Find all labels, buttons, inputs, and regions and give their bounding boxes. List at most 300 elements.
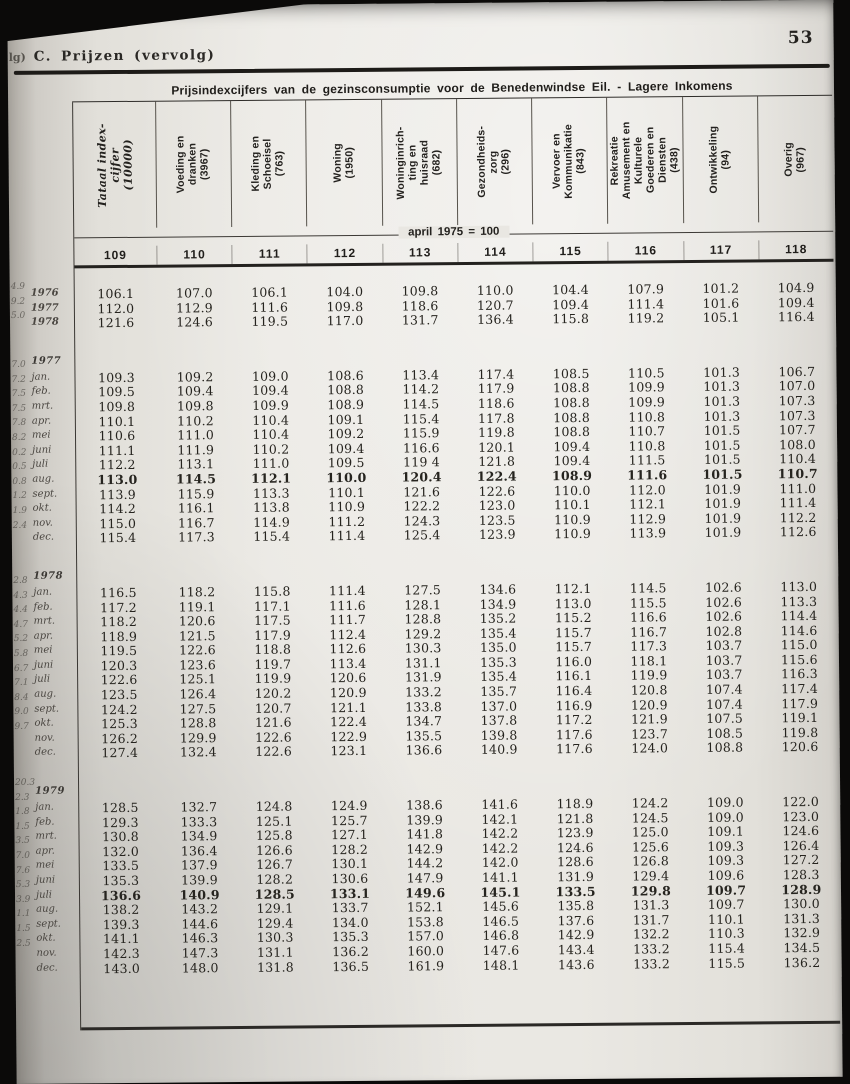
data-cell: 134.7 [386,713,461,729]
data-cell: 141.1 [80,931,162,947]
year-block [75,349,836,546]
data-cell: 115.4 [383,411,458,427]
row-label: jan. [31,370,71,385]
column-code: 113 [382,243,457,263]
column-code: 117 [683,240,758,260]
data-cell: 139.9 [387,812,462,828]
data-cell: 128.2 [312,842,387,858]
year-block [79,779,840,976]
data-cell: 119.9 [611,668,686,684]
data-cell: 126.4 [160,686,235,702]
data-cell: 142.0 [463,855,538,871]
data-cell: 131.1 [386,655,461,671]
data-cell: 129.9 [161,730,236,746]
data-cell: 109.2 [157,369,232,385]
data-cell: 109.7 [689,897,764,913]
data-cell: 122.4 [459,468,534,484]
data-cell: 122.6 [160,642,235,658]
data-cell: 119.5 [232,314,307,330]
data-cell: 110.1 [689,911,764,927]
data-cell: 120.4 [384,469,459,485]
data-cell: 137.8 [461,713,536,729]
data-cell: 101.9 [685,510,760,526]
edge-fragment: 5.2 [14,632,40,647]
data-cell: 131.3 [764,911,839,927]
row-label: jan. [35,800,75,815]
data-cell: 118.6 [459,395,534,411]
data-cell: 112.1 [234,470,309,486]
data-cell: 109.3 [688,853,763,869]
data-cell: 126.4 [763,838,838,854]
data-cell: 110.8 [609,438,684,454]
data-cell: 121.8 [537,810,612,826]
data-cell: 110.2 [233,441,308,457]
edge-fragment: 2.3 [15,790,41,805]
data-cell: 115.4 [234,529,309,545]
data-cell: 111.6 [232,299,307,315]
data-cell: 124.5 [613,810,688,826]
data-cell: 101.5 [685,452,760,468]
data-cell: 106.1 [232,284,307,300]
data-cell: 111.4 [310,583,385,599]
edge-fragment: 8.4 [14,690,40,705]
data-cell: 133.5 [538,883,613,899]
data-cell: 120.9 [311,685,386,701]
data-cell: 104.9 [758,280,833,296]
data-cell: 136.5 [313,958,388,974]
data-cell: 101.9 [685,481,760,497]
table-frame [72,96,840,1030]
data-cell: 112.0 [75,300,157,316]
data-cell: 123.9 [538,825,613,841]
data-cell: 125.4 [384,527,459,543]
data-cell: 143.2 [162,901,237,917]
data-cell: 117.5 [235,612,310,628]
data-cell: 111.6 [310,597,385,613]
column-code: 110 [156,245,231,265]
data-cell: 130.8 [79,829,161,845]
row-label: juni [32,443,72,458]
data-cell: 141.6 [462,796,537,812]
data-cell: 128.3 [764,867,839,883]
price-index-table [72,74,840,1030]
section-rule [14,64,830,75]
data-cell: 108.8 [534,409,609,425]
data-cell: 115.8 [235,583,310,599]
data-cell: 116.5 [77,585,159,601]
data-cell: 117.6 [537,741,612,757]
data-cell: 134.9 [460,596,535,612]
row-label: juni [34,658,74,673]
data-cell: 106.1 [75,286,157,302]
data-cell: 123.6 [160,657,235,673]
edge-fragment: 9.0 [14,705,40,720]
data-cell: 122.0 [763,794,838,810]
column-code: 116 [608,241,683,261]
data-cell: 101.9 [685,496,760,512]
data-cell: 147.9 [387,870,462,886]
data-cell: 119.2 [608,310,683,326]
data-cell: 148.1 [463,957,538,973]
data-cell: 109.4 [158,383,233,399]
data-cell: 115.9 [384,425,459,441]
data-cell: 137.9 [162,857,237,873]
scanned-page [7,0,842,1084]
data-cell: 111.0 [760,480,835,496]
section-title: C. Prijzen (vervolg) [34,47,216,65]
data-cell: 127.4 [79,745,161,761]
column-header [456,98,532,225]
data-cell: 114.4 [761,608,836,624]
data-cell: 125.7 [312,812,387,828]
data-cell: 122.6 [78,672,160,688]
column-header-label: Woning (1950) [332,143,356,183]
edge-fragment: 6.7 [14,661,40,676]
data-cell: 115.8 [533,311,608,327]
row-label: mrt. [34,615,74,630]
data-cell: 142.1 [462,811,537,827]
data-cell: 109.0 [688,794,763,810]
column-header [306,100,382,227]
data-cell: 124.6 [538,840,613,856]
data-cell: 122.9 [311,729,386,745]
data-cell: 108.8 [534,395,609,411]
edge-fragment: 7.0 [16,849,42,864]
data-cell: 112.1 [610,496,685,512]
data-cell: 109.8 [382,283,457,299]
data-cell: 109.4 [759,294,834,310]
data-cell: 128.5 [237,886,312,902]
page-number: 53 [788,28,814,48]
data-cell: 114.2 [77,501,159,517]
data-cell: 116.9 [536,697,611,713]
data-cell: 135.3 [313,929,388,945]
data-cell: 114.5 [611,580,686,596]
row-label: jan. [33,585,73,600]
data-cell: 126.8 [613,853,688,869]
data-cell: 119.7 [235,656,310,672]
data-cell: 143.0 [81,960,163,976]
data-cell: 132.4 [161,744,236,760]
data-cell: 108.8 [687,740,762,756]
data-cell: 137.6 [538,913,613,929]
data-cell: 107.4 [687,696,762,712]
data-cell: 111.5 [610,452,685,468]
data-cell: 116.6 [611,609,686,625]
data-cell: 117.3 [159,529,234,545]
data-cell: 108.8 [534,380,609,396]
data-cell: 117.2 [77,599,159,615]
data-cell: 110.9 [535,526,610,542]
edge-fragment: 5.0 [11,309,37,324]
data-cell: 119.9 [235,671,310,687]
data-cell: 160.0 [388,943,463,959]
edge-fragment: 0.5 [12,460,38,475]
data-cell: 140.9 [462,742,537,758]
data-cell: 101.3 [684,408,759,424]
data-cell: 135.3 [80,873,162,889]
column-header [155,101,231,228]
data-cell: 107.0 [759,378,834,394]
column-header [757,96,833,223]
data-cell: 102.6 [686,609,761,625]
data-cell: 110.9 [535,511,610,527]
data-cell: 117.3 [611,638,686,654]
data-cell: 131.7 [383,312,458,328]
data-cell: 101.9 [685,525,760,541]
data-cell: 142.9 [387,841,462,857]
data-cell: 109.4 [308,440,383,456]
data-cell: 131.1 [238,944,313,960]
data-cell: 115.4 [689,940,764,956]
data-cell: 110.1 [76,413,158,429]
data-cell: 101.6 [683,295,758,311]
data-cell: 109.5 [76,384,158,400]
data-cell: 117.9 [458,381,533,397]
data-cell: 124.0 [612,741,687,757]
edge-fragment: 4.3 [13,588,39,603]
data-cell: 109.4 [533,296,608,312]
data-cell: 136.2 [313,944,388,960]
row-label: nov. [35,731,75,746]
data-cell: 109.1 [308,411,383,427]
row-label: juli [36,888,76,903]
data-cell: 113.9 [76,486,158,502]
data-cell: 126.7 [237,857,312,873]
data-cell: 104.0 [307,284,382,300]
data-cell: 112.9 [610,511,685,527]
column-header-label: Woninginrich- ting en huisraad (682) [395,126,444,199]
data-cell: 111.2 [309,513,384,529]
data-cell: 107.3 [759,393,834,409]
data-cell: 117.1 [235,598,310,614]
edge-fragment: 3.5 [15,834,41,849]
data-cell: 109.4 [534,453,609,469]
data-cell: 117.9 [235,627,310,643]
data-cell: 127.5 [160,701,235,717]
data-cell: 128.2 [237,871,312,887]
data-cell: 130.3 [385,640,460,656]
edge-fragment: 2.4 [13,518,39,533]
data-cell: 133.3 [161,814,236,830]
data-cell: 121.6 [236,715,311,731]
data-cell: 120.2 [235,685,310,701]
data-cell: 142.3 [80,946,162,962]
data-cell: 116.6 [384,440,459,456]
data-cell: 103.7 [686,652,761,668]
year-label: 1978 [33,570,73,581]
data-cell: 125.0 [613,824,688,840]
edge-fragment: 4.4 [13,603,39,618]
data-cell: 122.2 [384,498,459,514]
data-cell: 113.0 [761,579,836,595]
data-cell: 115.5 [611,595,686,611]
data-cell: 112.4 [310,626,385,642]
data-cell: 113.4 [383,367,458,383]
data-cell: 108.5 [687,725,762,741]
data-cell: 107.4 [687,681,762,697]
table-body [75,262,840,976]
data-cell: 131.3 [613,897,688,913]
data-cell: 118.9 [537,796,612,812]
data-cell: 135.5 [386,728,461,744]
edge-fragment: 8.2 [12,431,38,446]
data-cell: 138.2 [80,902,162,918]
data-cell: 133.8 [386,699,461,715]
data-cell: 102.6 [686,594,761,610]
row-label: feb. [33,600,73,615]
edge-fragment: 1.9 [13,504,39,519]
data-cell: 143.4 [539,942,614,958]
data-cell: 124.2 [612,795,687,811]
data-cell: 117.6 [537,727,612,743]
data-cell: 130.0 [764,896,839,912]
data-cell: 107.3 [760,407,835,423]
data-cell: 116.1 [536,668,611,684]
data-cell: 118.1 [611,653,686,669]
row-label: apr. [34,629,74,644]
data-cell: 110.6 [76,428,158,444]
edge-fragment: 5.8 [14,647,40,662]
column-header [606,97,682,224]
row-label: sept. [36,917,76,932]
row-label: dec. [37,961,77,976]
data-cell: 101.2 [683,280,758,296]
data-cell: 112.9 [157,300,232,316]
data-cell: 123.9 [460,527,535,543]
data-cell: 118.2 [78,614,160,630]
data-cell: 110.9 [309,499,384,515]
row-label: okt. [36,932,76,947]
data-cell: 106.7 [759,364,834,380]
data-cell: 130.6 [312,871,387,887]
data-cell: 109.0 [688,809,763,825]
data-cell: 109.1 [688,824,763,840]
data-cell: 116.4 [759,309,834,325]
data-cell: 117.9 [762,695,837,711]
data-cell: 133.2 [614,956,689,972]
data-cell: 135.8 [538,898,613,914]
data-cell: 157.0 [388,928,463,944]
data-cell: 132.2 [614,926,689,942]
column-header-label: Overig (967) [783,142,807,177]
data-cell: 133.7 [313,900,388,916]
data-cell: 103.7 [686,638,761,654]
data-cell: 119.5 [78,643,160,659]
data-cell: 116.7 [611,624,686,640]
data-cell: 109.4 [233,383,308,399]
data-cell: 141.1 [463,869,538,885]
data-cell: 134.0 [313,914,388,930]
data-cell: 109.9 [609,394,684,410]
data-cell: 109.9 [233,397,308,413]
data-cell: 122.6 [459,483,534,499]
data-cell: 123.0 [459,498,534,514]
edge-fragment: 3.9 [16,892,42,907]
data-cell: 112.0 [610,482,685,498]
data-cell: 107.0 [157,285,232,301]
data-cell: 119 4 [384,454,459,470]
data-cell: 109.8 [158,398,233,414]
column-code: 115 [532,242,607,262]
data-cell: 101.5 [685,466,760,482]
column-header-label: Kleding en Schoeisel (763) [251,136,287,192]
edge-fragment: 0.8 [12,474,38,489]
data-cell: 109.3 [688,838,763,854]
row-label: feb. [32,385,72,400]
data-cell: 120.7 [236,700,311,716]
data-cell: 117.2 [537,712,612,728]
data-cell: 135.2 [460,610,535,626]
row-label: sept. [34,702,74,717]
data-cell: 101.5 [684,423,759,439]
data-cell: 110.1 [309,484,384,500]
data-cell: 149.6 [388,885,463,901]
year-label: 1977 [31,355,71,366]
data-cell: 115.5 [689,955,764,971]
edge-fragment: 7.8 [12,416,38,431]
data-cell: 110.3 [689,926,764,942]
data-cell: 133.5 [80,858,162,874]
data-cell: 147.6 [463,942,538,958]
data-cell: 118.2 [159,584,234,600]
row-label: sept. [32,487,72,502]
data-cell: 109.7 [688,882,763,898]
data-cell: 114.9 [234,514,309,530]
data-cell: 110.0 [309,470,384,486]
data-cell: 141.8 [387,826,462,842]
data-cell: 119.8 [459,425,534,441]
column-header [381,99,457,226]
data-cell: 133.2 [614,941,689,957]
data-cell: 128.1 [385,597,460,613]
data-cell: 136.6 [386,742,461,758]
data-cell: 120.9 [612,697,687,713]
data-cell: 121.8 [459,454,534,470]
edge-fragment: 9.2 [11,294,37,309]
data-cell: 119.8 [762,725,837,741]
data-cell: 111.0 [158,427,233,443]
data-cell: 109.8 [307,298,382,314]
data-cell: 123.1 [311,743,386,759]
data-cell: 127.5 [385,582,460,598]
data-cell: 110.4 [233,412,308,428]
data-cell: 117.4 [458,366,533,382]
row-label: 1976 [31,286,71,301]
column-code: 114 [457,242,532,262]
data-cell: 143.6 [539,956,614,972]
data-cell: 111.9 [158,442,233,458]
data-cell: 135.4 [461,669,536,685]
row-label: mei [34,644,74,659]
data-cell: 161.9 [388,958,463,974]
data-cell: 107.7 [760,422,835,438]
data-cell: 116.0 [536,654,611,670]
data-cell: 114.2 [383,381,458,397]
row-label: mrt. [32,399,72,414]
data-cell: 128.5 [79,800,161,816]
row-label: aug. [36,903,76,918]
edge-fragment: 0.2 [12,445,38,460]
data-cell: 112.2 [760,509,835,525]
data-cell: 107.9 [608,281,683,297]
data-cell: 131.7 [614,912,689,928]
data-cell: 123.5 [78,687,160,703]
row-label: 1977 [31,301,71,316]
data-cell: 124.6 [763,823,838,839]
data-cell: 139.8 [461,727,536,743]
data-cell: 145.1 [463,884,538,900]
